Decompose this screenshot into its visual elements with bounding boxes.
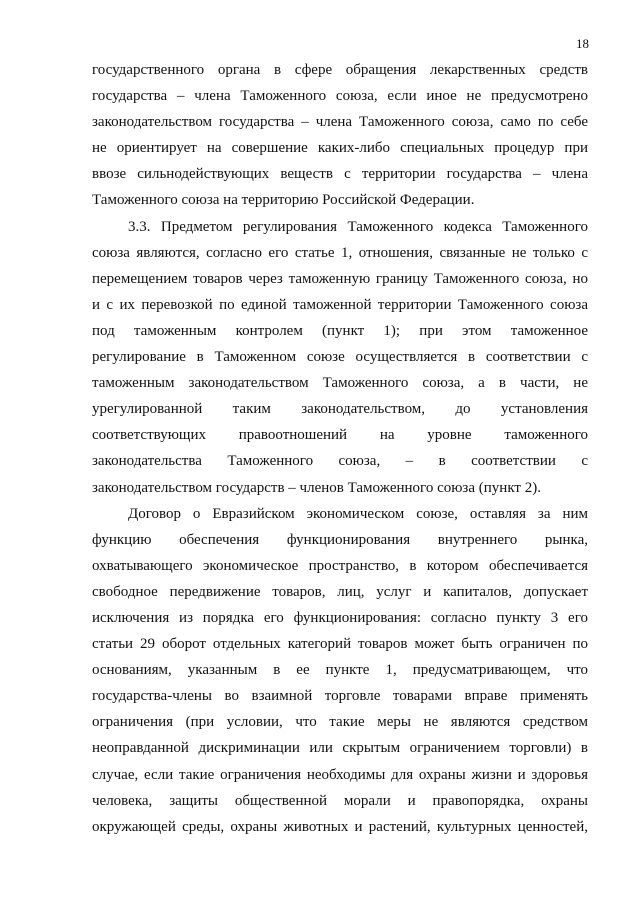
text-line: человека, защиты общественной морали и правопорядка, охраны [92,792,588,809]
text-line: 3.3. Предметом регулирования Таможенного кодекса Таможенного [128,218,588,235]
page-number: 18 [576,36,589,51]
text-line: исключения из порядка его функционирования: согласно пункту 3 его [92,609,588,626]
text-line: регулирование в Таможенном союзе осуществляется в соответствии с [92,349,588,366]
text-line: функцию обеспечения функционирования внутреннего рынка, [92,531,588,548]
document-body [92,57,588,840]
text-line: законодательством государств – членов Таможенного союза (пункт 2). [92,479,541,496]
text-line: государственного органа в сфере обращения лекарственных средств [92,62,588,78]
text-line: окружающей среды, охраны животных и растений, культурных ценностей, [92,818,588,835]
text-line: случае, если такие ограничения необходимы для охраны жизни и здоровья [92,766,588,783]
text-line: и с их перевозкой по единой таможенной территории Таможенного союза [92,296,588,313]
text-line: государства – члена Таможенного союза, если иное не предусмотрено [92,88,588,105]
text-line: ввозе сильнодействующих веществ с территории государства – члена [92,166,588,183]
text-line: основаниям, указанным в ее пункте 1, предусматривающем, что [92,662,588,679]
text-line: государства-члены во взаимной торговле товарами вправе применять [92,688,588,705]
text-line: ограничения (при условии, что такие меры не являются средством [92,714,588,731]
text-line: статьи 29 оборот отдельных категорий товаров может быть ограничен по [92,636,588,653]
text-line: свободное передвижение товаров, лиц, услуг и капиталов, допускает [92,583,588,600]
text-line: законодательством государства – члена Таможенного союза, само по себе [92,114,588,131]
text-line: перемещением товаров через таможенную границу Таможенного союза, но [92,270,588,287]
text-line: союза являются, согласно его статье 1, отношения, связанные не только с [92,244,588,261]
text-line: неоправданной дискриминации или скрытым ограничением торговли) в [92,740,588,757]
paragraph-treaty [92,501,588,840]
paragraph-3-3 [92,214,588,501]
text-line: охватывающего экономическое пространство, в котором обеспечивается [92,557,588,574]
text-line: таможенным законодательством Таможенного союза, а в части, не [92,375,588,392]
text-line: соответствующих правоотношений на уровне таможенного [92,427,588,444]
text-line: Договор о Евразийском экономическом союзе, оставляя за ним [128,505,588,522]
text-line: урегулированной таким законодательством, до установления [92,401,588,418]
text-line: под таможенным контролем (пункт 1); при этом таможенное [92,322,588,339]
text-line: Таможенного союза на территорию Российской Федерации. [92,192,475,209]
paragraph-continuation [92,57,588,214]
text-line: законодательства Таможенного союза, – в соответствии с [92,453,588,470]
text-line: не ориентирует на совершение каких-либо специальных процедур при [92,140,588,157]
